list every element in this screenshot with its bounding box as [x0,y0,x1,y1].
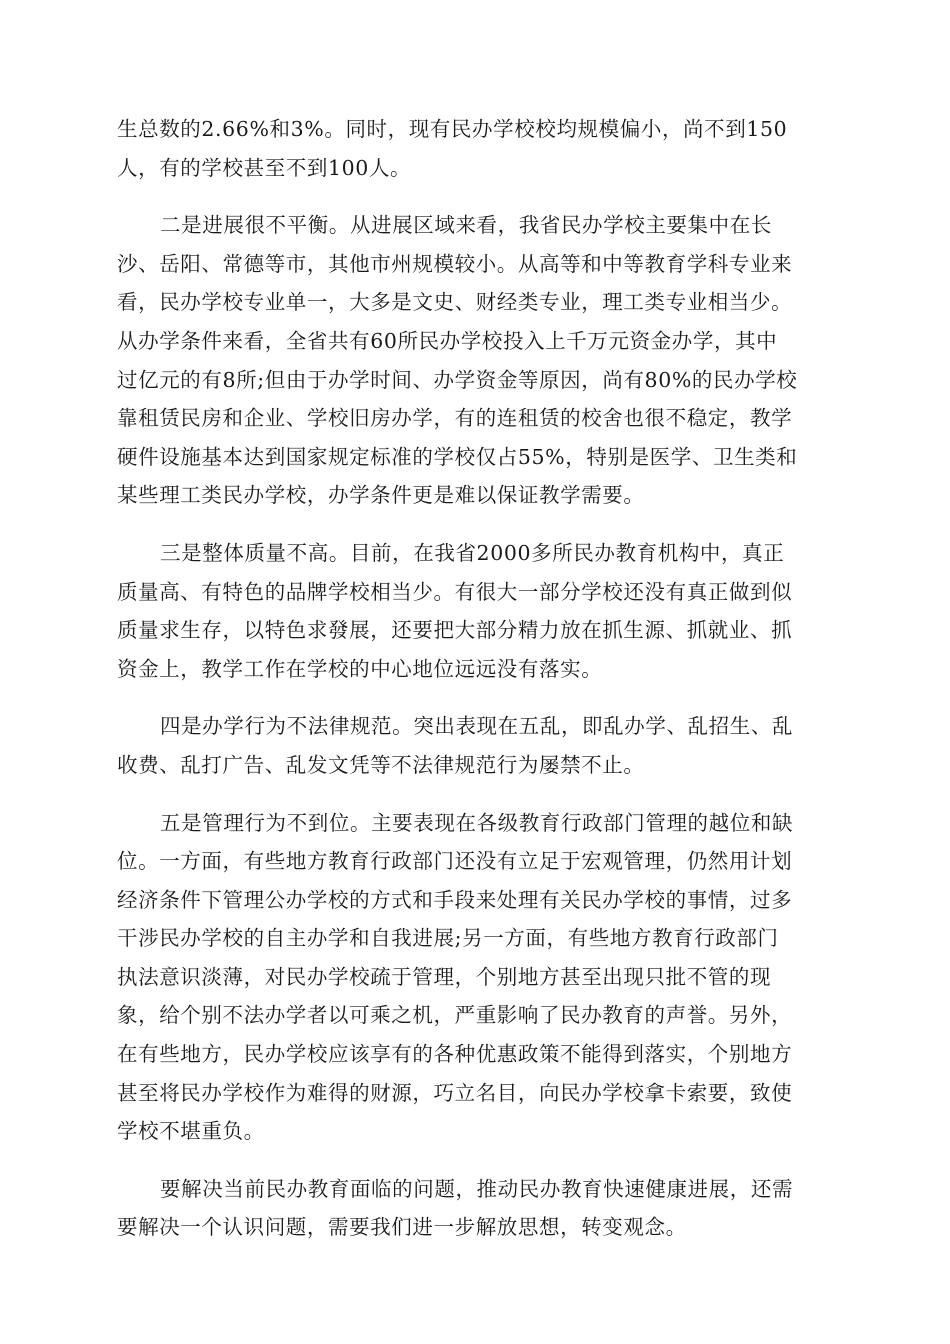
paragraph-1 [117,110,835,187]
paragraph-5 [117,804,835,1151]
paragraph-4-line-2: 收费、乱打广告、乱发文凭等不法律规范行为屡禁不止。 [117,752,645,777]
paragraph-5-line-8: 甚至将民办学校作为难得的财源，巧立名目，向民办学校拿卡索要，致使 [117,1080,793,1105]
document-page [117,110,835,1266]
paragraph-6 [117,1170,835,1247]
paragraph-4-line-1: 四是办学行为不法律规范。突出表现在五乱，即乱办学、乱招生、乱 [160,714,794,739]
paragraph-2-line-2: 沙、岳阳、常德等市，其他市州规模较小。从高等和中等教育学科专业来 [117,251,793,276]
paragraph-6-line-2: 要解决一个认识问题，需要我们进一步解放思想，转变观念。 [117,1215,687,1240]
paragraph-5-line-1: 五是管理行为不到位。主要表现在各级教育行政部门管理的越位和缺 [160,810,794,835]
paragraph-3-line-2: 质量高、有特色的品牌学校相当少。有很大一部分学校还没有真正做到似 [117,579,793,604]
paragraph-3 [117,534,835,688]
paragraph-2-line-3: 看，民办学校专业单一，大多是文史、财经类专业，理工类专业相当少。 [117,290,793,315]
paragraph-2-line-6: 靠租赁民房和企业、学校旧房办学，有的连租赁的校舍也很不稳定，教学 [117,406,793,431]
paragraph-5-line-9: 学校不堪重负。 [117,1119,265,1144]
paragraph-5-line-6: 象，给个别不法办学者以可乘之机，严重影响了民办教育的声誉。另外， [117,1003,793,1028]
paragraph-1-line-2: 人，有的学校甚至不到100人。 [117,155,412,180]
paragraph-5-line-3: 经济条件下管理公办学校的方式和手段来处理有关民办学校的事情，过多 [117,887,793,912]
paragraph-5-line-2: 位。一方面，有些地方教育行政部门还没有立足于宏观管理，仍然用计划 [117,849,793,874]
paragraph-5-line-4: 干涉民办学校的自主办学和自我进展;另一方面，有些地方教育行政部门 [117,926,779,951]
paragraph-3-line-1: 三是整体质量不高。目前，在我省2000多所民办教育机构中，真正 [160,540,785,565]
paragraph-4 [117,707,835,784]
paragraph-2-line-1: 二是进展很不平衡。从进展区域来看，我省民办学校主要集中在长 [160,213,772,238]
paragraph-5-line-5: 执法意识淡薄，对民办学校疏于管理，个别地方甚至出现只批不管的现 [117,964,772,989]
paragraph-2 [117,206,835,515]
paragraph-2-line-5: 过亿元的有8所;但由于办学时间、办学资金等原因，尚有80%的民办学校 [117,367,798,392]
paragraph-3-line-4: 资金上，教学工作在学校的中心地位远远没有落实。 [117,656,603,681]
paragraph-3-line-3: 质量求生存，以特色求發展，还要把大部分精力放在抓生源、抓就业、抓 [117,618,793,643]
paragraph-6-line-1: 要解决当前民办教育面临的问题，推动民办教育快速健康进展，还需 [160,1176,794,1201]
paragraph-2-line-8: 某些理工类民办学校，办学条件更是难以保证教学需要。 [117,483,645,508]
paragraph-2-line-7: 硬件设施基本达到国家规定标准的学校仅占55%，特别是医学、卫生类和 [117,444,798,469]
paragraph-5-line-7: 在有些地方，民办学校应该享有的各种优惠政策不能得到落实，个别地方 [117,1042,793,1067]
paragraph-2-line-4: 从办学条件来看，全省共有60所民办学校投入上千万元资金办学，其中 [117,328,778,353]
paragraph-1-line-1: 生总数的2.66%和3%。同时，现有民办学校校均规模偏小，尚不到150 [117,117,788,141]
